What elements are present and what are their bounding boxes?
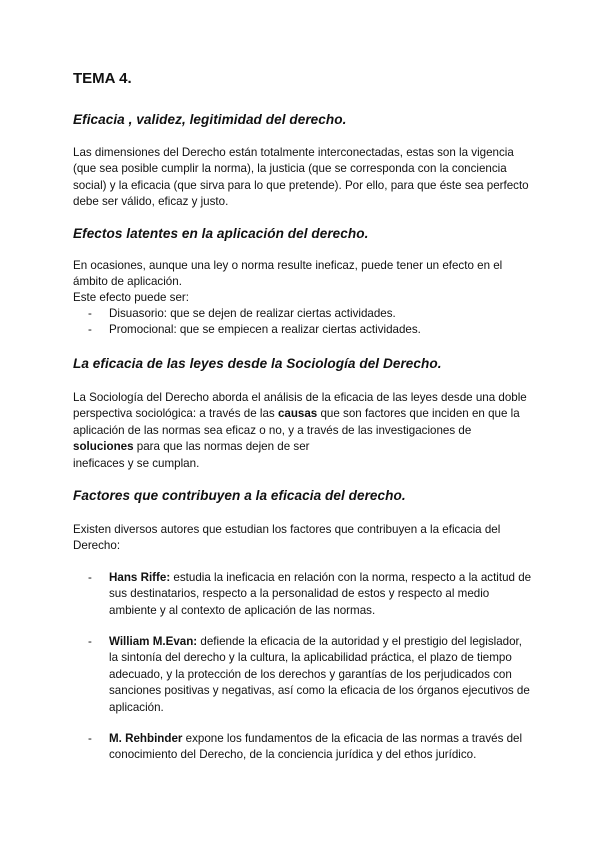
- paragraph-dimensiones: Las dimensiones del Derecho están totalmente interconectadas, estas son la vigencia (que sea posible cumplir la norma), la justicia (que se corresponda con la conciencia social) y la eficacia (que sirva para lo que pretende). Por ello, para que éste sea perfecto debe ser válido, eficaz y justo.: [73, 146, 529, 209]
- heading-sociologia: La eficacia de las leyes desde la Sociología del Derecho.: [73, 356, 442, 371]
- heading-efectos-latentes: Efectos latentes en la aplicación del derecho.: [73, 226, 369, 241]
- heading-factores: Factores que contribuyen a la eficacia del derecho.: [73, 488, 406, 503]
- dash-marker: -: [88, 635, 92, 648]
- paragraph-efecto-lead: Este efecto puede ser:: [73, 291, 190, 304]
- paragraph-autores: Existen diversos autores que estudian los factores que contribuyen a la eficacia del Derecho:: [73, 523, 501, 553]
- author-description: estudia la ineficacia en relación con la norma, respecto a la actitud de sus destinatarios, respecto a la personalidad de estos y respecto al medio ambiente y al contexto de aplicación de las normas.: [109, 571, 532, 617]
- bold-soluciones: soluciones: [73, 440, 134, 454]
- dash-marker: -: [88, 307, 92, 320]
- author-name: William M.Evan:: [109, 635, 198, 648]
- dash-marker: -: [88, 571, 92, 584]
- paragraph-sociologia: La Sociología del Derecho aborda el análisis de la eficacia de las leyes desde una doble perspectiva sociológica: a través de las causas que son factores que inciden en que la aplicación de las normas sea eficaz o no, y a través de las investigaciones de soluciones para que las normas dejen de ser ineficaces y se cumplan.: [73, 391, 527, 470]
- bold-causas: causas: [277, 407, 318, 421]
- list-item-text: Disuasorio: que se dejen de realizar ciertas actividades.: [109, 307, 396, 320]
- paragraph-ocasiones: En ocasiones, aunque una ley o norma resulte ineficaz, puede tener un efecto en el ámbito de aplicación.: [73, 259, 503, 289]
- author-description: defiende la eficacia de la autoridad y el prestigio del legislador, la sintonía del derecho y la cultura, la aplicabilidad práctica, el plazo de tiempo adecuado, y la protección de los derechos y garantías de los perjudicados con sanciones positivas y negativas, así como la eficacia de los órganos ejecutivos de aplicación.: [109, 635, 530, 714]
- author-description: expone los fundamentos de la eficacia de las normas a través del conocimiento del Derecho, de la conciencia jurídica y del ethos jurídico.: [109, 732, 523, 762]
- dash-marker: -: [88, 732, 92, 745]
- author-name: Hans Riffe:: [109, 571, 171, 584]
- list-item-text: Promocional: que se empiecen a realizar ciertas actividades.: [109, 323, 421, 336]
- dash-marker: -: [88, 323, 92, 336]
- author-name: M. Rehbinder: [109, 732, 183, 745]
- page-title: TEMA 4.: [73, 70, 132, 87]
- heading-eficacia-validez: Eficacia , validez, legitimidad del derecho.: [73, 112, 347, 127]
